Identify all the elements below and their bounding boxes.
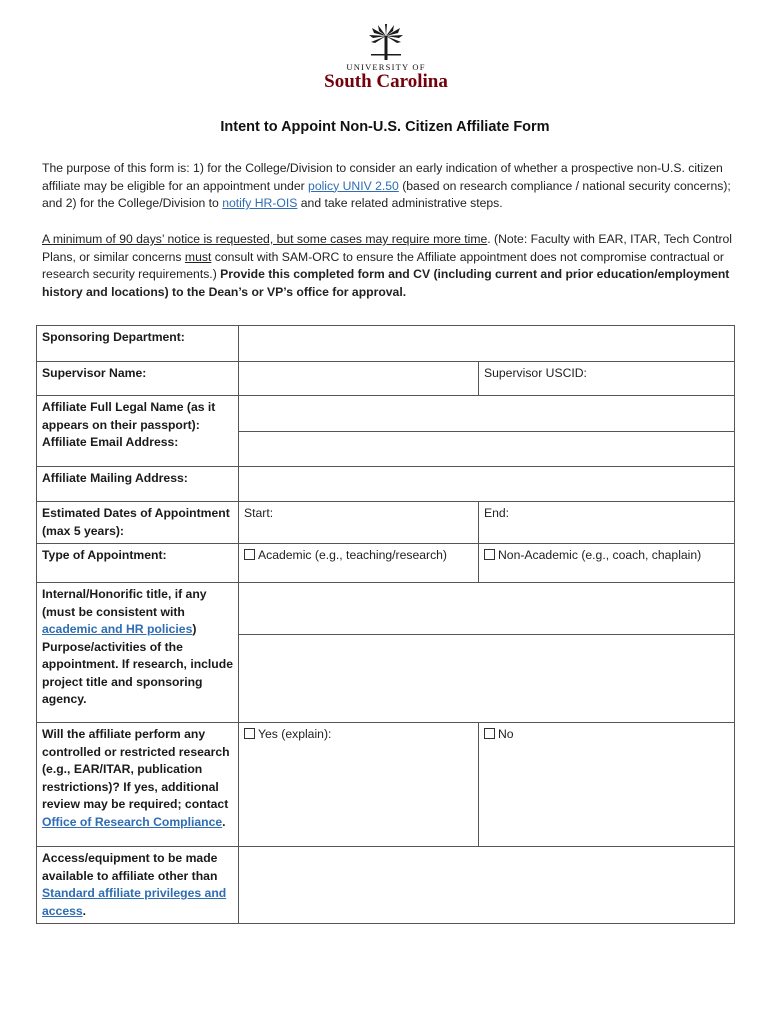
purpose-label: Purpose/activities of the appointment. If research, include project title and sponsoring agency. [42, 639, 233, 706]
no-checkbox[interactable] [484, 728, 495, 739]
notice-bold: Provide this completed form and CV (including current and prior education/employment history and locations) to the Dean’s or VP’s office for approval. [42, 267, 730, 299]
controlled-research-text: Will the affiliate perform any controlled or restricted research (e.g., EAR/ITAR, publication restrictions)? If yes, additional review may be required; contact [42, 727, 230, 811]
row-affiliate-mailing [37, 467, 735, 502]
notice-text-1: . (Note: Faculty with EAR, ITAR, Tech Control Plans, or similar concerns [42, 232, 732, 264]
notify-hr-link[interactable]: notify HR-OIS [222, 196, 298, 210]
sponsoring-department-field[interactable] [239, 326, 735, 362]
intro-text-3: and take related administrative steps. [297, 196, 503, 210]
row-estimated-dates [37, 502, 735, 544]
affiliate-full-name-label: Affiliate Full Legal Name (as it appears on their passport): [42, 400, 216, 432]
row-supervisor [37, 362, 735, 396]
title-label-text: Internal/Honorific title, if any (must be consistent with [42, 587, 207, 619]
notice-paragraph [42, 231, 732, 301]
access-equipment-label [37, 847, 239, 924]
notice-must: must [184, 249, 212, 264]
academic-hr-policies-link[interactable]: academic and HR policies [42, 622, 193, 636]
access-equipment-end: . [82, 903, 87, 918]
standard-affiliate-privileges-link[interactable]: Standard affiliate privileges and access [42, 886, 227, 918]
title-field[interactable] [239, 583, 735, 635]
affiliate-form-table [36, 325, 735, 924]
no-option[interactable] [479, 723, 735, 847]
controlled-research-label [37, 723, 239, 847]
row-type-of-appointment [37, 544, 735, 583]
non-academic-option[interactable] [479, 544, 735, 583]
affiliate-email-label: Affiliate Email Address: [42, 435, 179, 449]
academic-label: Academic (e.g., teaching/research) [258, 548, 447, 562]
logo-south-carolina: South Carolina [324, 71, 448, 92]
supervisor-name-field[interactable] [239, 362, 479, 396]
access-equipment-text: Access/equipment to be made available to affiliate other than [42, 851, 218, 883]
start-date-field[interactable] [239, 502, 479, 544]
title-label-end: ) [192, 622, 197, 636]
non-academic-checkbox[interactable] [484, 549, 495, 560]
controlled-research-end: . [222, 814, 226, 829]
supervisor-uscid-label: Supervisor USCID: [484, 366, 587, 380]
supervisor-name-label: Supervisor Name: [37, 362, 239, 396]
yes-explain-option[interactable] [239, 723, 479, 847]
title-purpose-label [37, 583, 239, 723]
university-logo [312, 24, 460, 92]
purpose-field[interactable] [239, 635, 735, 723]
policy-link[interactable]: policy UNIV 2.50 [308, 178, 399, 193]
affiliate-name-email-label [37, 396, 239, 467]
affiliate-full-name-field[interactable] [239, 396, 735, 432]
type-of-appointment-label: Type of Appointment: [37, 544, 239, 583]
estimated-dates-label: Estimated Dates of Appointment (max 5 years): [37, 502, 239, 544]
row-sponsoring-department [37, 326, 735, 362]
supervisor-uscid-field[interactable] [479, 362, 735, 396]
intro-paragraph [42, 160, 732, 213]
affiliate-mailing-field[interactable] [239, 467, 735, 502]
notice-underlined: A minimum of 90 days’ notice is requested, but some cases may require more time [42, 232, 488, 246]
logo-university-of: UNIVERSITY OF [346, 62, 426, 72]
affiliate-mailing-label: Affiliate Mailing Address: [37, 467, 239, 502]
academic-option[interactable] [239, 544, 479, 583]
sponsoring-department-label: Sponsoring Department: [37, 326, 239, 362]
notice-text-2: consult with SAM-ORC to ensure the Affiliate appointment does not compromise contractual or research security requirements.) [42, 249, 724, 281]
no-label: No [498, 727, 514, 741]
row-controlled-research [37, 723, 735, 847]
page-title: Intent to Appoint Non-U.S. Citizen Affiliate Form [220, 119, 550, 135]
research-compliance-link[interactable]: Office of Research Compliance [42, 814, 223, 829]
end-date-field[interactable] [479, 502, 735, 544]
intro-text-2: (based on research compliance / national security concerns); and 2) for the College/Division to [42, 178, 731, 210]
access-equipment-field[interactable] [239, 847, 735, 924]
row-access-equipment [37, 847, 735, 924]
academic-checkbox[interactable] [244, 549, 255, 560]
yes-checkbox[interactable] [244, 728, 255, 739]
palmetto-tree-icon [366, 24, 406, 60]
affiliate-email-field[interactable] [239, 432, 735, 467]
non-academic-label: Non-Academic (e.g., coach, chaplain) [498, 548, 702, 562]
row-affiliate-name [37, 396, 735, 432]
yes-explain-label: Yes (explain): [258, 727, 332, 741]
intro-text-1: The purpose of this form is: 1) for the College/Division to consider an early indication of whether a prospective non-U.S. citizen affiliate may be eligible for an appointment under [42, 161, 723, 193]
end-label: End: [484, 506, 510, 520]
row-title [37, 583, 735, 635]
start-label: Start: [244, 506, 274, 520]
